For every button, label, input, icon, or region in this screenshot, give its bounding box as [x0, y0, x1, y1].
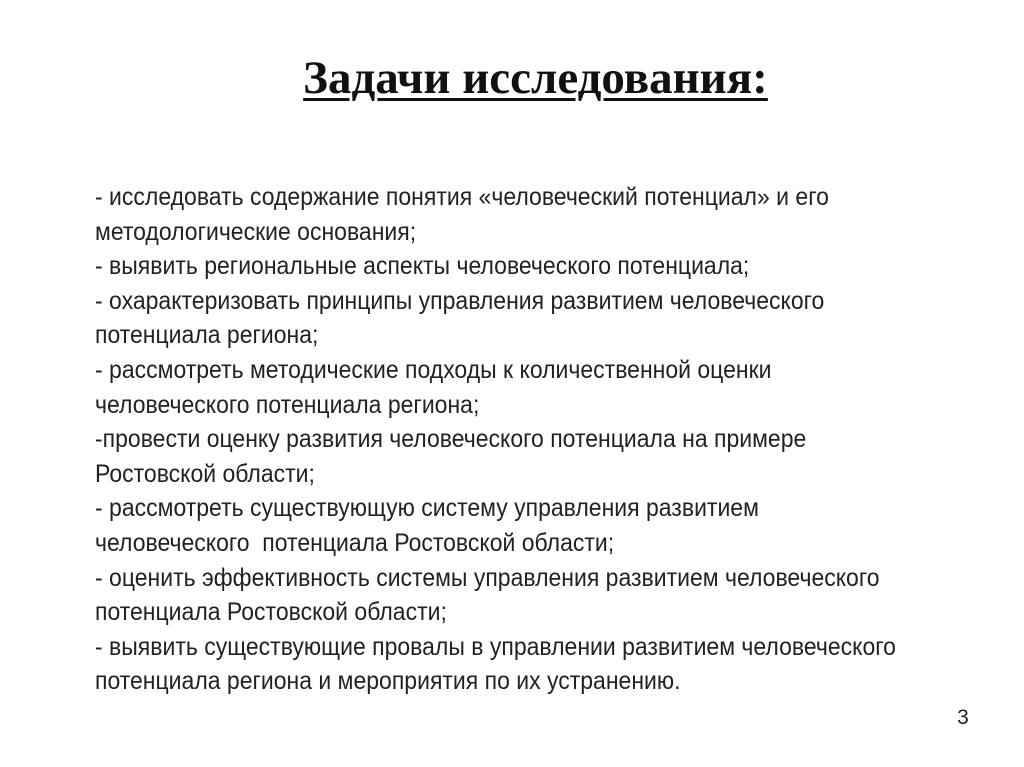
text-line: человеческого потенциала региона;	[95, 390, 480, 419]
text-line: методологические основания;	[95, 217, 417, 246]
text-line: - рассмотреть существующую систему управления развитием	[95, 494, 759, 523]
text-line: - исследовать содержание понятия «человеческий потенциал» и его	[95, 183, 829, 211]
text-line: потенциала Ростовской области;	[95, 598, 447, 627]
text-line: человеческого потенциала Ростовской области;	[95, 528, 615, 557]
text-line: - рассмотреть методические подходы к количественной оценки	[95, 355, 772, 384]
text-line: потенциала региона;	[95, 321, 319, 350]
text-line: потенциала региона и мероприятия по их устранению.	[95, 667, 681, 696]
text-line: Ростовской области;	[95, 459, 315, 488]
text-line: - оценить эффективность системы управления развитием человеческого	[95, 563, 880, 592]
text-line: - выявить региональные аспекты человеческого потенциала;	[95, 252, 750, 281]
text-line: - охарактеризовать принципы управления развитием человеческого	[95, 286, 825, 315]
slide-title: Задачи исследования:	[303, 52, 768, 104]
text-line: - выявить существующие провалы в управлении развитием человеческого	[95, 632, 896, 661]
tasks-list	[95, 180, 937, 699]
text-line: -провести оценку развития человеческого потенциала на примере	[95, 425, 807, 454]
page-number: 3	[957, 706, 969, 729]
